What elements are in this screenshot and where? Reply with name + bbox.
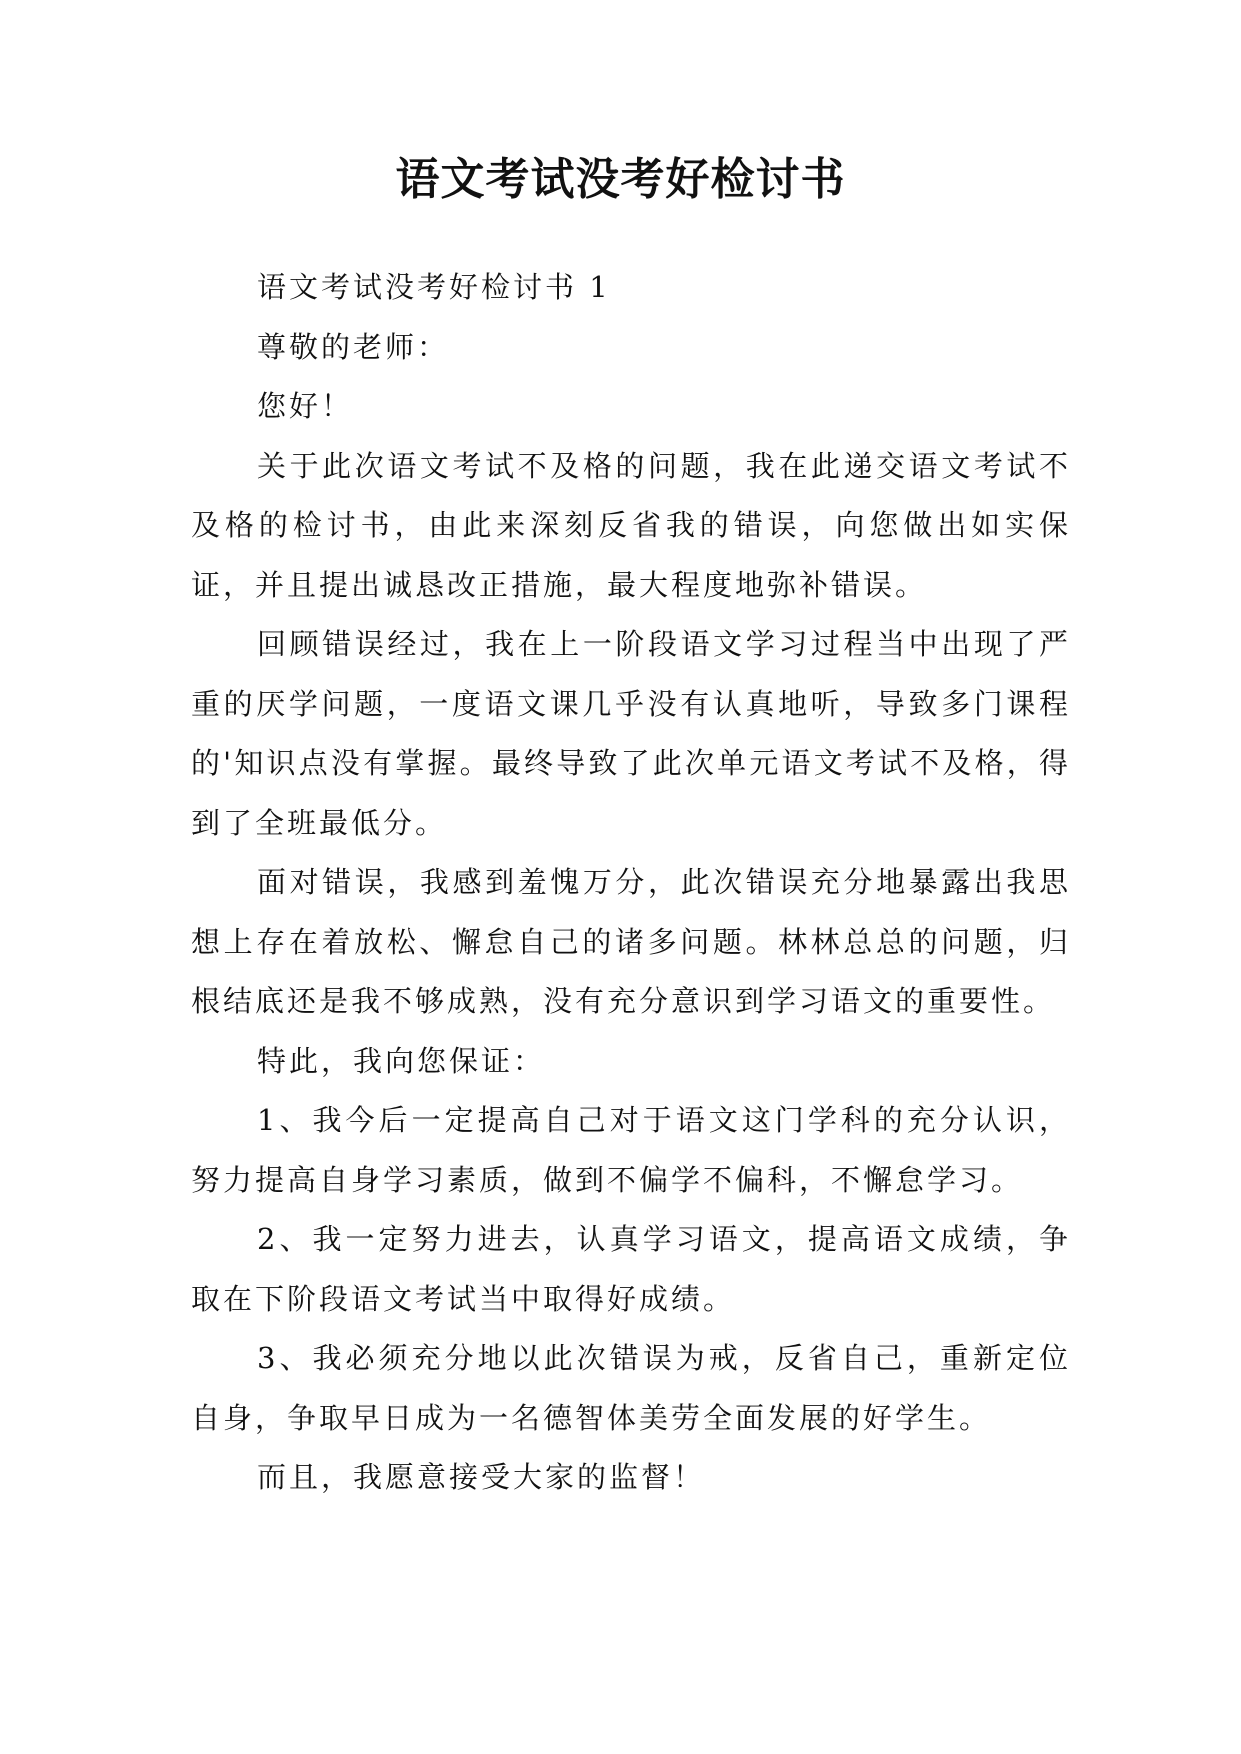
paragraph-closing: 而且，我愿意接受大家的监督！ (257, 1460, 706, 1494)
paragraph-heading: 语文考试没考好检讨书 1 (257, 270, 611, 304)
paragraph-intro: 关于此次语文考试不及格的问题，我在此递交语文考试不及格的检讨书，由此来深刻反省我的错误，向您做出如实保证，并且提出诚恳改正措施，最大程度地弥补错误。 (191, 448, 1071, 602)
document-body (191, 258, 1071, 1508)
paragraph-review: 回顾错误经过，我在上一阶段语文学习过程当中出现了严重的厌学问题，一度语文课几乎没有认真地听，导致多门课程的'知识点没有掌握。最终导致了此次单元语文考试不及格，得到了全班最低分。 (191, 627, 1071, 840)
paragraph-reflection: 面对错误，我感到羞愧万分，此次错误充分地暴露出我思想上存在着放松、懈怠自己的诸多问题。林林总总的问题，归根结底还是我不够成熟，没有充分意识到学习语文的重要性。 (191, 865, 1071, 1018)
paragraph-greeting: 您好！ (257, 389, 354, 423)
paragraph-salutation: 尊敬的老师： (257, 329, 450, 364)
paragraph-pledge-1: 1、我今后一定提高自己对于语文这门学科的充分认识，努力提高自身学习素质，做到不偏学不偏科，不懈怠学习。 (191, 1103, 1071, 1197)
paragraph-pledge-3: 3、我必须充分地以此次错误为戒，反省自己，重新定位自身，争取早日成为一名德智体美劳全面发展的好学生。 (191, 1341, 1071, 1435)
document-title: 语文考试没考好检讨书 (395, 154, 846, 205)
paragraph-pledge-intro: 特此，我向您保证： (257, 1043, 546, 1078)
paragraph-pledge-2: 2、我一定努力进去，认真学习语文，提高语文成绩，争取在下阶段语文考试当中取得好成绩。 (191, 1222, 1071, 1316)
